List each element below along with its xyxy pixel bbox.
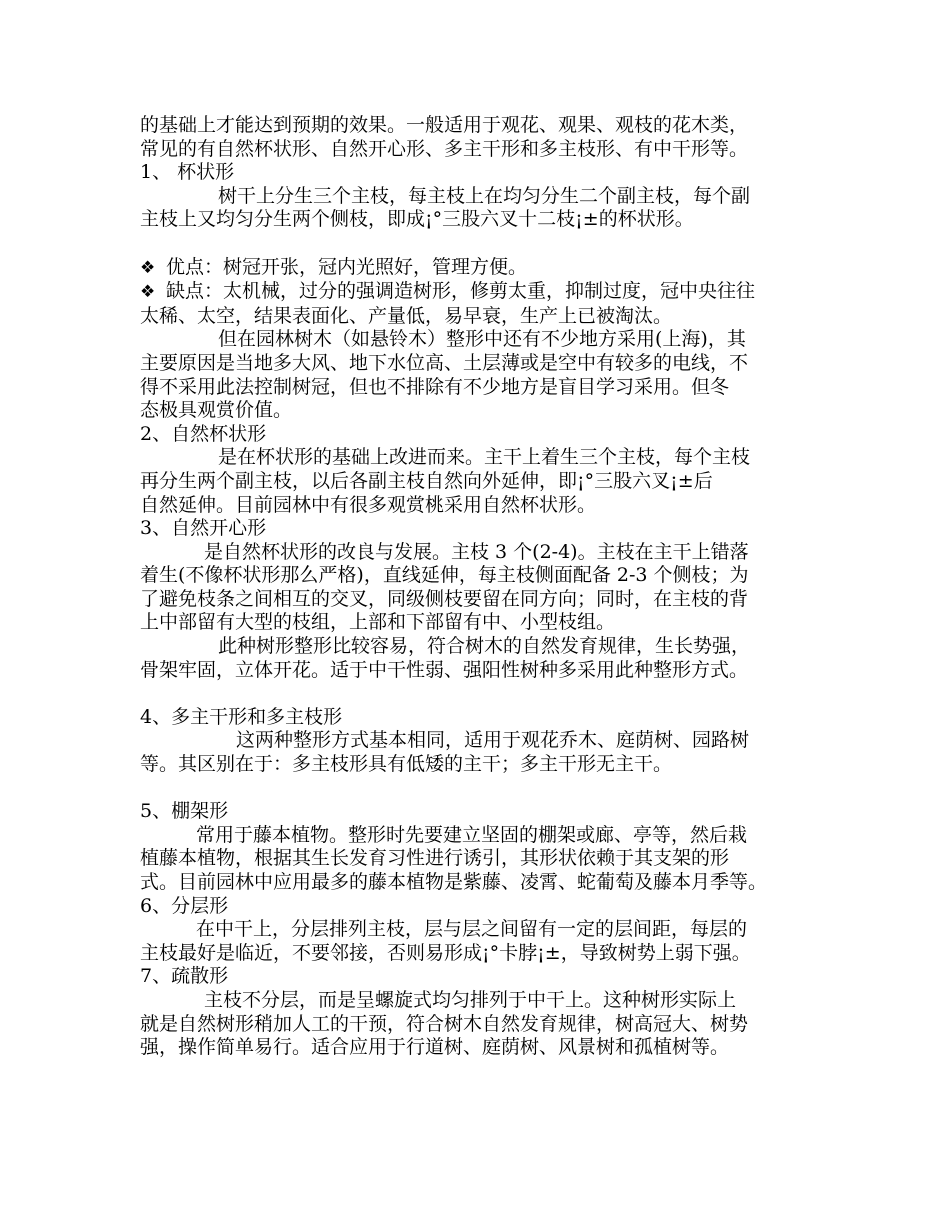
blank-line <box>140 682 840 706</box>
text-line: 得不采用此法控制树冠，但也不排除有不少地方是盲目学习采用。但冬 <box>140 375 730 398</box>
section-5-paragraph <box>140 824 840 895</box>
blank-line <box>140 232 840 256</box>
text-line: 了避免枝条之间相互的交叉，同级侧枝要留在同方向；同时，在主枝的背 <box>140 587 749 610</box>
text-line: 再分生两个副主枝，以后各副主枝自然向外延伸，即¡°三股六叉¡±后 <box>140 469 713 492</box>
text-line: 主枝上又均匀分生两个侧枝，即成¡°三股六叉十二枝¡±的杯状形。 <box>140 208 694 231</box>
text-line: 植藤本植物，根据其生长发育习性进行诱引，其形状依赖于其支架的形 <box>140 847 730 870</box>
section-heading-3: 3、自然开心形 <box>140 517 267 540</box>
text-line: 自然延伸。目前园林中有很多观赏桃采用自然杯状形。 <box>140 493 597 516</box>
blank-line <box>140 777 840 801</box>
text-line: 主枝最好是临近，不要邻接，否则易形成¡°卡脖¡±，导致树势上弱下强。 <box>140 941 751 964</box>
text-line: 等。其区别在于：多主枝形具有低矮的主干；多主干形无主干。 <box>140 753 673 776</box>
section-heading-5: 5、棚架形 <box>140 800 229 823</box>
bullet-text: 优点：树冠开张，冠内光照好，管理方便。 <box>166 255 528 278</box>
section-3-paragraph <box>140 541 840 635</box>
section-2-paragraph <box>140 446 840 517</box>
text-line: 太稀、太空，结果表面化、产量低，易早衰，生产上已被淘汰。 <box>140 304 673 327</box>
section-1-paragraph <box>140 185 840 232</box>
text-line: 但在园林树木（如悬铃木）整形中还有不少地方采用(上海)，其 <box>218 328 746 351</box>
text-line: 强，操作简单易行。适合应用于行道树、庭荫树、风景树和孤植树等。 <box>140 1036 730 1059</box>
text-line: 树干上分生三个主枝，每主枝上在均匀分生二个副主枝，每个副 <box>218 184 751 207</box>
bullet-text: 缺点：太机械，过分的强调造树形，修剪太重，抑制过度，冠中央往往 <box>166 280 756 303</box>
section-heading-2: 2、自然杯状形 <box>140 422 267 445</box>
text-line: 主要原因是当地多大风、地下水位高、土层薄或是空中有较多的电线，不 <box>140 351 749 374</box>
text-line: 就是自然树形稍加人工的干预，符合树木自然发育规律，树高冠大、树势 <box>140 1012 749 1035</box>
section-6-paragraph <box>140 918 840 965</box>
section-heading-6: 6、分层形 <box>140 894 229 917</box>
section-heading-7: 7、疏散形 <box>140 965 229 988</box>
section-4-paragraph <box>140 729 840 776</box>
intro-paragraph <box>140 114 840 161</box>
text-line: 是在杯状形的基础上改进而来。主干上着生三个主枝，每个主枝 <box>218 446 751 469</box>
text-line: 着生(不像杯状形那么严格)，直线延伸，每主枝侧面配备 2-3 个侧枝；为 <box>140 564 749 587</box>
bullet-pro <box>140 256 840 281</box>
text-line: 常用于藤本植物。整形时先要建立坚固的棚架或廊、亭等，然后栽 <box>196 823 748 846</box>
section-7-paragraph <box>140 989 840 1060</box>
diamond-bullet-icon: ❖ <box>140 282 156 303</box>
text-line: 主枝不分层，而是呈螺旋式均匀排列于中干上。这种树形实际上 <box>204 988 737 1011</box>
text-line: 常见的有自然杯状形、自然开心形、多主干形和多主枝形、有中干形等。 <box>140 137 749 160</box>
text-line: 的基础上才能达到预期的效果。一般适用于观花、观果、观枝的花木类， <box>140 114 749 136</box>
bullet-con <box>140 280 840 305</box>
section-heading-1: 1、 杯状形 <box>140 161 235 184</box>
section-3-summary-paragraph <box>140 635 840 682</box>
section-heading-4: 4、多主干形和多主枝形 <box>140 705 343 728</box>
section-1-note-paragraph <box>140 328 840 422</box>
diamond-bullet-icon: ❖ <box>140 257 156 278</box>
text-line: 上中部留有大型的枝组，上部和下部留有中、小型枝组。 <box>140 611 616 634</box>
text-line: 这两种整形方式基本相同，适用于观花乔木、庭荫树、园路树 <box>236 729 750 752</box>
text-line: 在中干上，分层排列主枝，层与层之间留有一定的层间距，每层的 <box>196 918 748 941</box>
document-page <box>140 114 840 1060</box>
text-line: 骨架牢固，立体开花。适于中干性弱、强阳性树种多采用此种整形方式。 <box>140 658 749 681</box>
text-line: 态极具观赏价值。 <box>140 399 293 422</box>
text-line: 是自然杯状形的改良与发展。主枝 3 个(2-4)。主枝在主干上错落 <box>204 540 749 563</box>
text-line: 此种树形整形比较容易，符合树木的自然发育规律，生长势强， <box>218 635 751 658</box>
text-line: 式。目前园林中应用最多的藤本植物是紫藤、凌霄、蛇葡萄及藤本月季等。 <box>140 871 768 893</box>
